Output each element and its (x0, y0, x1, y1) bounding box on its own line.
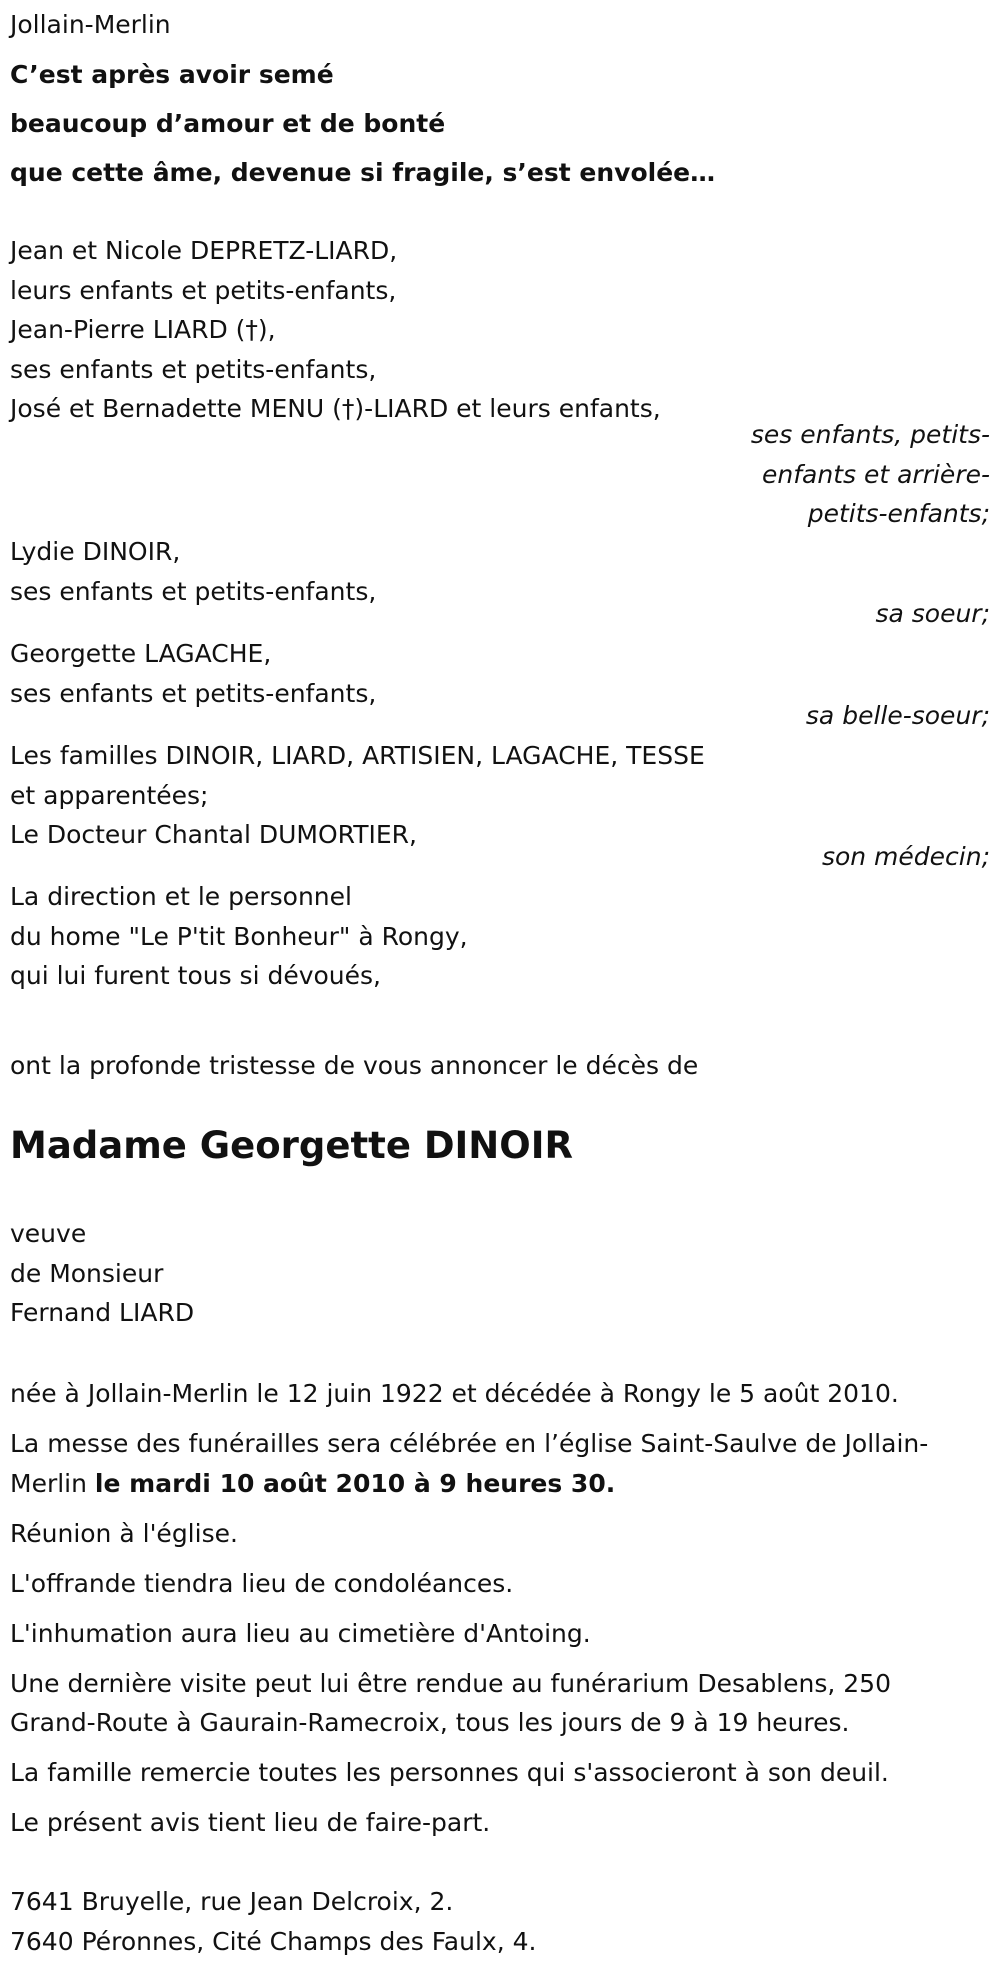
family-line: ses enfants et petits-enfants, (10, 678, 377, 708)
family-line: Les familles DINOIR, LIARD, ARTISIEN, LAGACHE, TESSE (10, 741, 705, 770)
deceased-name: Madame Georgette DINOIR (10, 1124, 573, 1167)
address-line: 7640 Péronnes, Cité Champs des Faulx, 4. (10, 1926, 537, 1956)
relation-line: enfants et arrière- (762, 459, 990, 489)
family-line: leurs enfants et petits-enfants, (10, 275, 397, 305)
relation-sister: sa soeur; (875, 599, 990, 628)
relation-children (751, 415, 990, 534)
mass-date-line (10, 1464, 990, 1514)
visit-line: Grand-Route à Gaurain-Ramecroix, tous les jours de 9 à 19 heures. (10, 1708, 850, 1737)
funeral-details (10, 1374, 990, 1843)
birth-death-line: née à Jollain-Merlin le 12 juin 1922 et décédée à Rongy le 5 août 2010. (10, 1379, 899, 1408)
widow-info (10, 1214, 990, 1333)
thanks-line: La famille remercie toutes les personnes qui s'associeront à son deuil. (10, 1758, 889, 1787)
mass-line: La messe des funérailles sera célébrée en l’église Saint-Saulve de Jollain- (10, 1429, 929, 1458)
burial-line: L'inhumation aura lieu au cimetière d'Antoing. (10, 1618, 591, 1648)
family-line: du home "Le P'tit Bonheur" à Rongy, (10, 921, 468, 951)
mass-date: le mardi 10 août 2010 à 9 heures 30. (94, 1468, 616, 1498)
header (10, 0, 990, 197)
family-line: Le Docteur Chantal DUMORTIER, (10, 820, 417, 849)
family-group-staff (10, 877, 990, 996)
relation-line: ses enfants, petits- (750, 420, 990, 449)
family-line: qui lui furent tous si dévoués, (10, 961, 382, 990)
family-line: ses enfants et petits-enfants, (10, 576, 377, 606)
family-line: Georgette LAGACHE, (10, 639, 272, 668)
notice-line: Le présent avis tient lieu de faire-part. (10, 1808, 491, 1837)
widow-line: veuve (10, 1219, 87, 1248)
poem-line-1: C’est après avoir semé (10, 60, 334, 89)
relation-line: petits-enfants; (807, 499, 990, 528)
family-line: Lydie DINOIR, (10, 537, 181, 566)
relation-sister-in-law: sa belle-soeur; (805, 701, 990, 730)
family-line: José et Bernadette MENU (†)-LIARD et leurs enfants, (10, 394, 661, 423)
widow-line: Fernand LIARD (10, 1298, 195, 1327)
widow-line: de Monsieur (10, 1258, 164, 1288)
announcement-text: ont la profonde tristesse de vous annoncer le décès de (10, 1051, 699, 1080)
family-group-children (10, 231, 990, 429)
family-line: Jean et Nicole DEPRETZ-LIARD, (10, 236, 398, 265)
addresses (10, 1882, 990, 1961)
family-line: ses enfants et petits-enfants, (10, 354, 377, 384)
reunion-line: Réunion à l'église. (10, 1518, 238, 1548)
address-line: 7641 Bruyelle, rue Jean Delcroix, 2. (10, 1887, 454, 1916)
family-line: et apparentées; (10, 780, 209, 810)
mass-line-prefix: Merlin (10, 1468, 95, 1498)
announcement (10, 1046, 990, 1086)
poem-line-3: que cette âme, devenue si fragile, s’est envolée… (10, 158, 716, 187)
visit-line: Une dernière visite peut lui être rendue au funérarium Desablens, 250 (10, 1668, 891, 1698)
relation-doctor: son médecin; (821, 842, 990, 871)
family-line: La direction et le personnel (10, 882, 352, 911)
family-group-sister (10, 532, 990, 611)
poem-line-2: beaucoup d’amour et de bonté (10, 109, 446, 138)
location-line: Jollain-Merlin (10, 10, 171, 39)
offering-line: L'offrande tiendra lieu de condoléances. (10, 1568, 514, 1598)
family-line: Jean-Pierre LIARD (†), (10, 315, 276, 344)
